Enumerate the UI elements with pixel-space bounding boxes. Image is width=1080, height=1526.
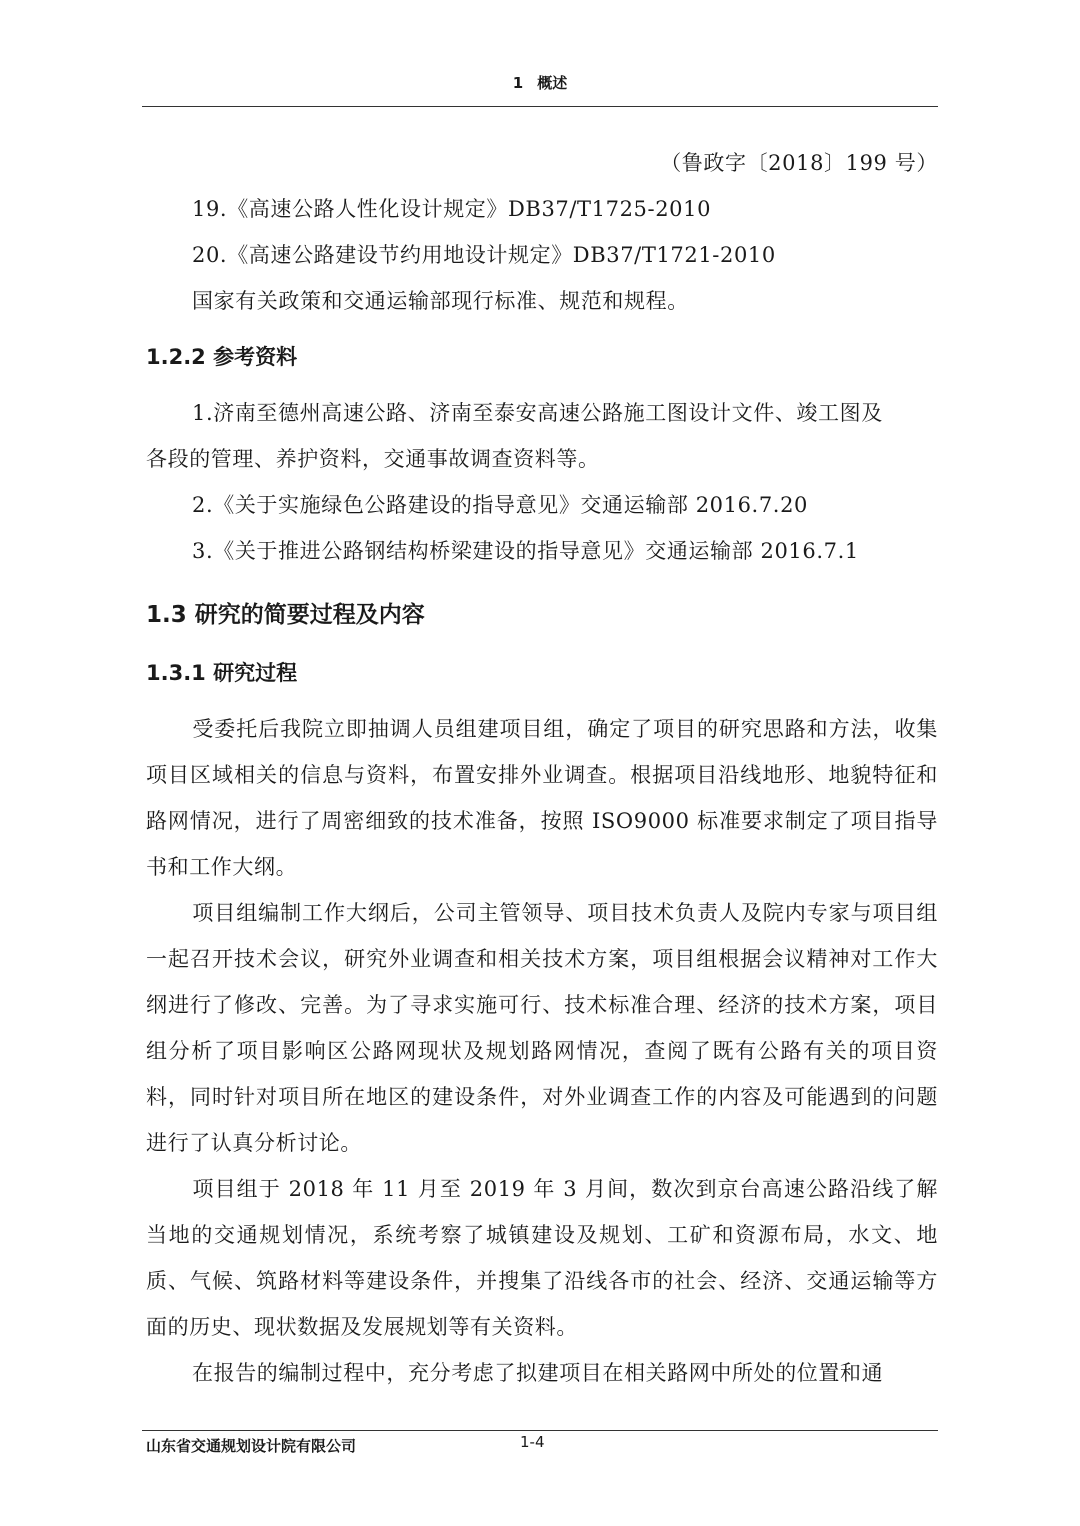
- paragraph-3-text: 项目组于 2018 年 11 月至 2019 年 3 月间，数次到京台高速公路沿线了解当地的交通规划情况，系统考察了城镇建设及规划、工矿和资源布局，水文、地质、气候、筑路材料等建设条件，并搜集了沿线各市的社会、经济、交通运输等方面的历史、现状数据及发展规划等有关资料。: [146, 1177, 938, 1339]
- reference-2: 2.《关于实施绿色公路建设的指导意见》交通运输部 2016.7.20: [192, 493, 808, 517]
- list-item-19: 19.《高速公路人性化设计规定》DB37/T1725-2010: [192, 197, 712, 221]
- paragraph-1: [146, 706, 938, 890]
- list-item-20: 20.《高速公路建设节约用地设计规定》DB37/T1721-2010: [192, 243, 776, 267]
- reference-1-line-2: 各段的管理、养护资料，交通事故调查资料等。: [146, 447, 600, 471]
- paragraph-4: [146, 1350, 938, 1396]
- section-heading-1-3: 1.3 研究的简要过程及内容: [146, 602, 425, 628]
- section-heading-1-3-1: 1.3.1 研究过程: [146, 661, 298, 685]
- section-heading-1-2-2: 1.2.2 参考资料: [146, 345, 298, 369]
- page-footer: [142, 1430, 938, 1459]
- paragraph-3: [146, 1166, 938, 1350]
- chapter-number: 1: [512, 74, 524, 92]
- footer-organization: 山东省交通规划设计院有限公司: [146, 1437, 357, 1455]
- reference-1-line-1: 1.济南至德州高速公路、济南至泰安高速公路施工图设计文件、竣工图及: [192, 401, 883, 425]
- paragraph-4-text: 在报告的编制过程中，充分考虑了拟建项目在相关路网中所处的位置和通: [192, 1361, 884, 1385]
- page-header: [142, 72, 938, 107]
- paragraph-2-text: 项目组编制工作大纲后，公司主管领导、项目技术负责人及院内专家与项目组一起召开技术会议，研究外业调查和相关技术方案，项目组根据会议精神对工作大纲进行了修改、完善。为了寻求实施可行、技术标准合理、经济的技术方案，项目组分析了项目影响区公路网现状及规划路网情况，查阅了既有公路有关的项目资料，同时针对项目所在地区的建设条件，对外业调查工作的内容及可能遇到的问题进行了认真分析讨论。: [146, 901, 938, 1155]
- paragraph-1-text: 受委托后我院立即抽调人员组建项目组，确定了项目的研究思路和方法，收集项目区域相关的信息与资料，布置安排外业调查。根据项目沿线地形、地貌特征和路网情况，进行了周密细致的技术准备，按照 ISO9000 标准要求制定了项目指导书和工作大纲。: [146, 717, 938, 879]
- paragraph-2: [146, 890, 938, 1166]
- footer-page-number: 1-4: [520, 1433, 545, 1451]
- page-body: [146, 140, 938, 1396]
- list-item-national-standards: 国家有关政策和交通运输部现行标准、规范和规程。: [192, 289, 689, 313]
- chapter-title: 概述: [537, 74, 568, 92]
- reference-note: （鲁政字〔2018〕199 号）: [660, 151, 938, 175]
- reference-3: 3.《关于推进公路钢结构桥梁建设的指导意见》交通运输部 2016.7.1: [192, 539, 859, 563]
